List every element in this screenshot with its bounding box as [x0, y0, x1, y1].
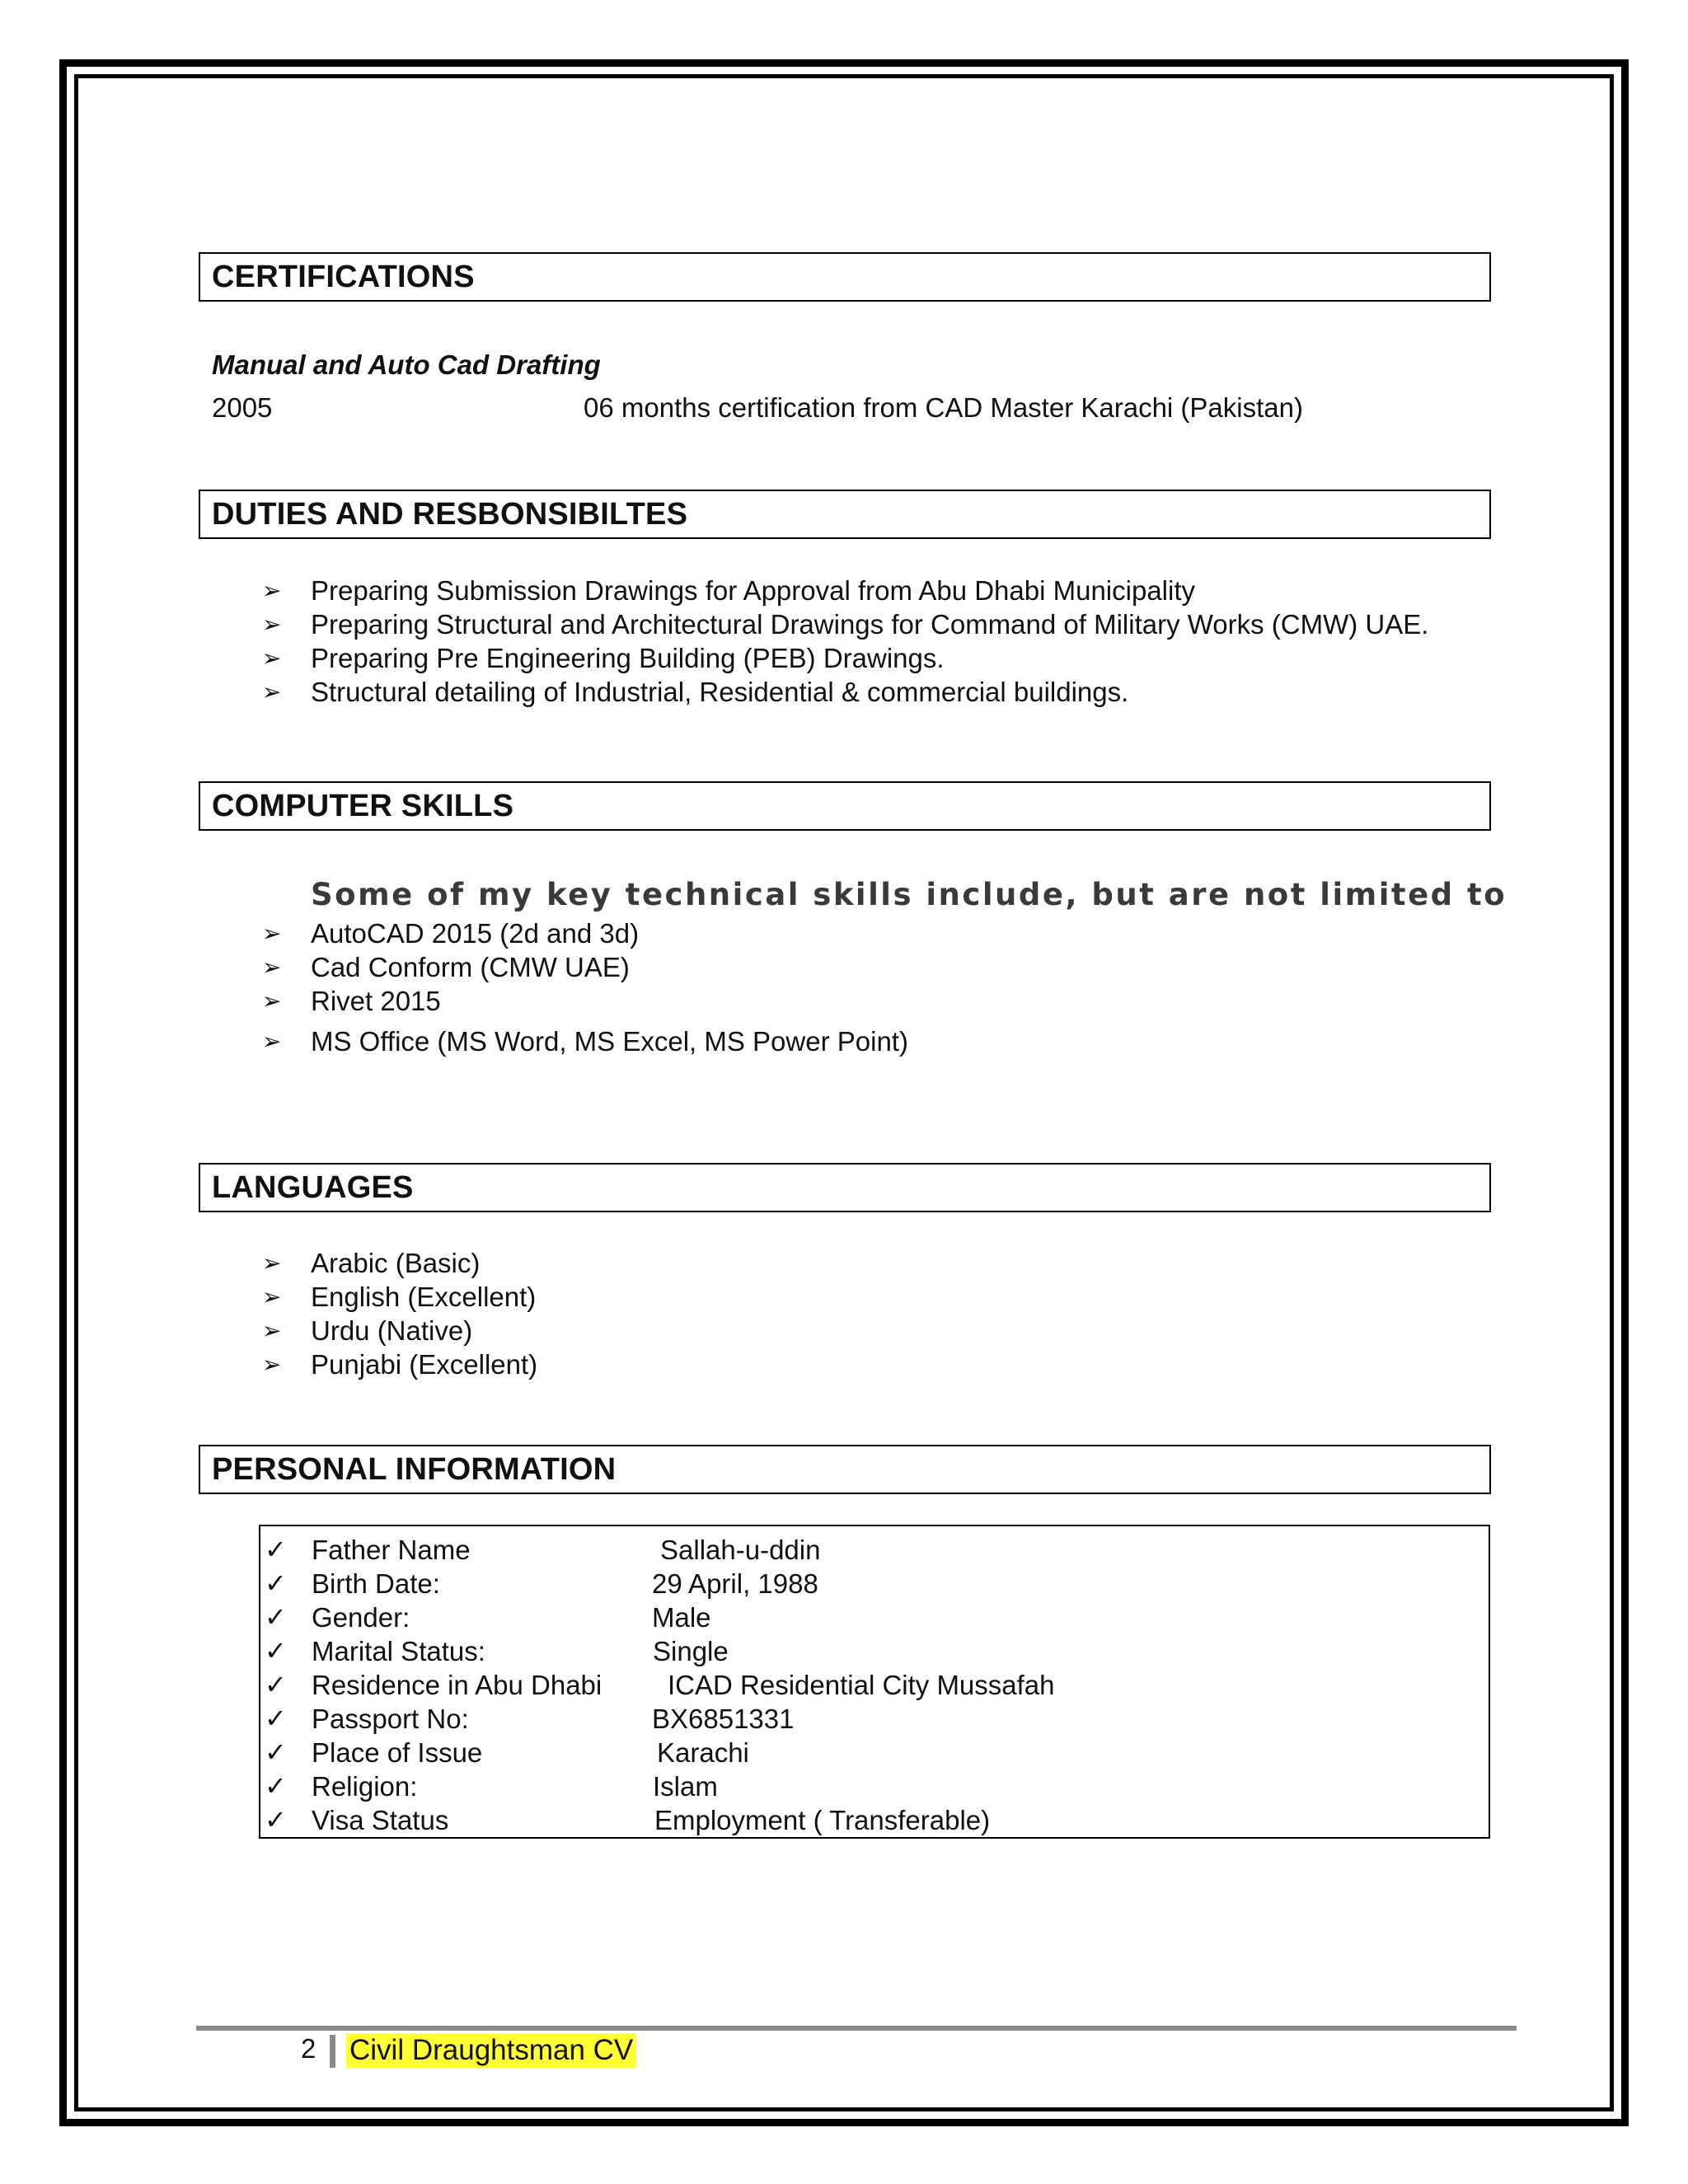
info-value: Male — [652, 1602, 711, 1633]
arrow-bullet-icon: ➢ — [262, 612, 282, 637]
arrow-bullet-icon: ➢ — [262, 578, 282, 603]
info-label: Religion: — [312, 1771, 418, 1802]
list-item: ➢ Arabic (Basic) — [262, 1248, 481, 1278]
info-label: Gender: — [312, 1602, 410, 1633]
info-label: Residence in Abu Dhabi — [312, 1670, 603, 1700]
skills-intro: Some of my key technical skills include, but are not limited to — [311, 877, 1507, 912]
list-item: ➢ Structural detailing of Industrial, Residential & commercial buildings. — [262, 677, 1129, 707]
checkmark-icon: ✓ — [265, 1805, 287, 1835]
arrow-bullet-icon: ➢ — [262, 988, 282, 1014]
personal-info-table — [259, 1525, 1490, 1839]
certification-subtitle: Manual and Auto Cad Drafting — [212, 349, 601, 380]
list-item: ➢ Preparing Submission Drawings for Approval from Abu Dhabi Municipality — [262, 575, 1195, 606]
checkmark-icon: ✓ — [265, 1670, 287, 1699]
section-title: COMPUTER SKILLS — [212, 788, 514, 823]
list-item: ➢ AutoCAD 2015 (2d and 3d) — [262, 918, 640, 949]
checkmark-icon: ✓ — [265, 1704, 287, 1733]
arrow-bullet-icon: ➢ — [262, 679, 282, 705]
list-item: ➢ English (Excellent) — [262, 1282, 537, 1312]
arrow-bullet-icon: ➢ — [262, 1250, 282, 1276]
arrow-bullet-icon: ➢ — [262, 1284, 282, 1310]
duties-list — [262, 574, 1428, 709]
languages-list — [262, 1246, 537, 1381]
certification-description: 06 months certification from CAD Master Karachi (Pakistan) — [584, 392, 1303, 423]
checkmark-icon: ✓ — [265, 1568, 287, 1598]
languages-header — [199, 1163, 1491, 1212]
certifications-header — [199, 252, 1491, 302]
skills-list — [262, 916, 908, 1058]
info-label: Birth Date: — [312, 1568, 440, 1599]
arrow-bullet-icon: ➢ — [262, 954, 282, 980]
arrow-bullet-icon: ➢ — [262, 1029, 282, 1054]
personal-information-header — [199, 1445, 1491, 1494]
list-item: ➢ MS Office (MS Word, MS Excel, MS Power Point) — [262, 1026, 908, 1057]
info-value: Sallah-u-ddin — [660, 1535, 821, 1565]
computer-skills-header — [199, 781, 1491, 831]
list-item: ➢ Rivet 2015 — [262, 986, 441, 1016]
list-item: ➢ Punjabi (Excellent) — [262, 1349, 538, 1380]
info-value: ICAD Residential City Mussafah — [668, 1670, 1055, 1700]
checkmark-icon: ✓ — [265, 1737, 287, 1767]
certification-year: 2005 — [212, 392, 273, 423]
section-title: PERSONAL INFORMATION — [212, 1451, 617, 1487]
info-value: Karachi — [657, 1737, 749, 1768]
info-label: Visa Status — [312, 1805, 449, 1835]
list-item: ➢ Urdu (Native) — [262, 1315, 473, 1346]
section-title: DUTIES AND RESBONSIBILTES — [212, 496, 688, 532]
info-value: Employment ( Transferable) — [654, 1805, 991, 1835]
duties-header — [199, 490, 1491, 539]
section-title: CERTIFICATIONS — [212, 259, 475, 294]
info-label: Father Name — [312, 1535, 471, 1565]
info-label: Place of Issue — [312, 1737, 483, 1768]
checkmark-icon: ✓ — [265, 1535, 287, 1564]
info-value: Single — [653, 1636, 729, 1666]
info-label: Passport No: — [312, 1704, 469, 1734]
arrow-bullet-icon: ➢ — [262, 1318, 282, 1343]
page-number: 2 — [301, 2033, 316, 2064]
checkmark-icon: ✓ — [265, 1771, 287, 1801]
list-item: ➢ Preparing Pre Engineering Building (PEB) Drawings. — [262, 643, 945, 673]
arrow-bullet-icon: ➢ — [262, 1352, 282, 1377]
footer-title: Civil Draughtsman CV — [346, 2033, 636, 2068]
list-item: ➢ Preparing Structural and Architectural Drawings for Command of Military Works (CMW) UAE. — [262, 609, 1429, 640]
footer-divider — [196, 2026, 1517, 2031]
arrow-bullet-icon: ➢ — [262, 921, 282, 946]
checkmark-icon: ✓ — [265, 1636, 287, 1666]
arrow-bullet-icon: ➢ — [262, 645, 282, 671]
info-label: Marital Status: — [312, 1636, 485, 1666]
list-item: ➢ Cad Conform (CMW UAE) — [262, 952, 630, 982]
checkmark-icon: ✓ — [265, 1602, 287, 1632]
section-title: LANGUAGES — [212, 1169, 414, 1205]
info-value: BX6851331 — [652, 1704, 795, 1734]
info-value: Islam — [653, 1771, 718, 1802]
footer-separator — [330, 2035, 335, 2068]
info-value: 29 April, 1988 — [652, 1568, 818, 1599]
